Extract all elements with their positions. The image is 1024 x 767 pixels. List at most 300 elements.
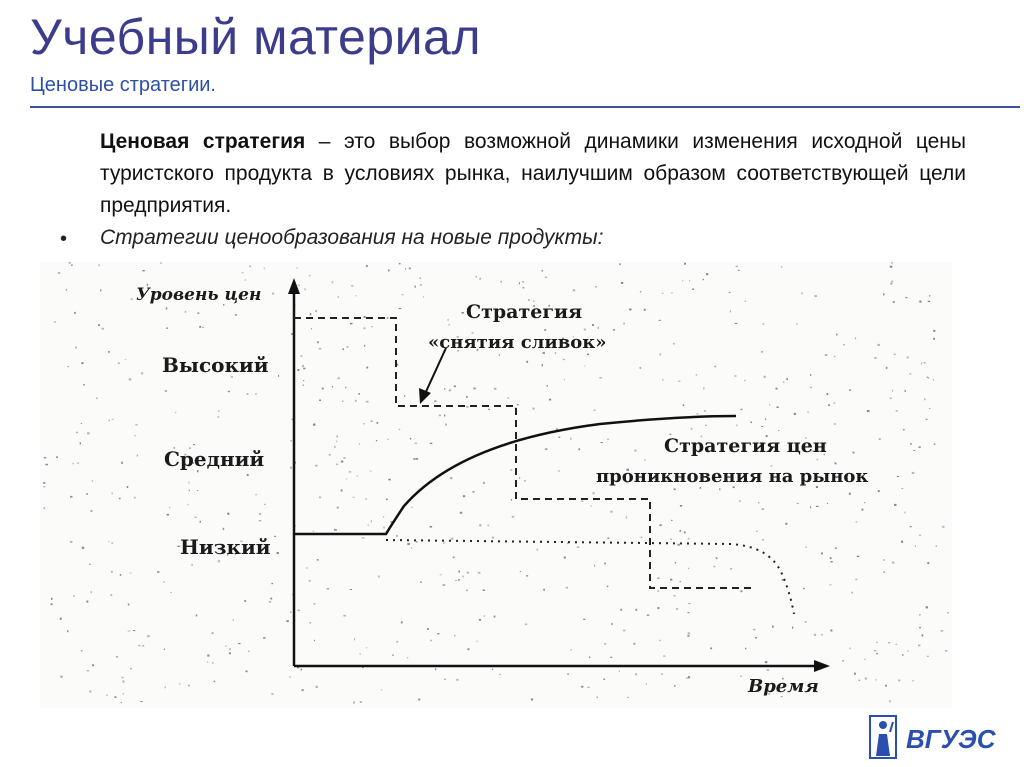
scan-speck xyxy=(739,500,741,502)
scan-speck xyxy=(263,637,265,639)
scan-speck xyxy=(458,571,460,573)
scan-speck xyxy=(945,650,947,652)
scan-speck xyxy=(640,291,641,292)
scan-speck xyxy=(921,363,922,365)
scan-speck xyxy=(684,263,686,265)
scan-speck xyxy=(387,317,389,319)
scan-speck xyxy=(460,512,463,514)
scan-speck xyxy=(680,581,681,582)
scan-speck xyxy=(688,612,690,613)
scan-speck xyxy=(123,681,125,683)
scan-speck xyxy=(60,676,63,678)
scan-speck xyxy=(713,566,715,568)
scan-speck xyxy=(73,463,74,465)
scan-speck xyxy=(619,263,620,265)
scan-speck xyxy=(577,546,580,548)
scan-speck xyxy=(245,279,246,280)
scan-speck xyxy=(69,262,71,264)
scan-speck xyxy=(247,474,249,476)
scan-speck xyxy=(91,591,92,593)
scan-speck xyxy=(278,375,279,377)
scan-speck xyxy=(111,542,113,544)
scan-speck xyxy=(745,301,746,302)
scan-speck xyxy=(427,628,429,630)
scan-speck xyxy=(924,362,926,363)
scan-speck xyxy=(828,404,830,406)
scan-speck xyxy=(814,634,816,636)
scan-speck xyxy=(74,312,76,314)
pricing-strategy-diagram xyxy=(40,262,952,708)
scan-speck xyxy=(77,463,79,464)
scan-speck xyxy=(676,608,678,609)
scan-speck xyxy=(598,327,600,329)
scan-speck xyxy=(166,328,168,329)
scan-speck xyxy=(879,438,881,440)
scan-speck xyxy=(410,438,411,440)
scan-speck xyxy=(130,668,131,670)
scan-speck xyxy=(883,559,885,560)
scan-speck xyxy=(919,301,921,303)
scan-speck xyxy=(214,681,216,683)
scan-speck xyxy=(335,529,337,531)
scan-speck xyxy=(716,557,718,559)
scan-speck xyxy=(601,442,603,443)
scan-speck xyxy=(91,510,93,511)
scan-speck xyxy=(533,408,535,410)
scan-speck xyxy=(338,378,340,379)
scan-speck xyxy=(661,673,663,675)
scan-speck xyxy=(337,507,339,509)
scan-speck xyxy=(116,656,118,657)
scan-speck xyxy=(290,467,291,469)
scan-speck xyxy=(483,590,485,591)
scan-speck xyxy=(688,603,691,604)
penetration-label-line1: Стратегия цен xyxy=(664,435,827,457)
scan-speck xyxy=(646,683,647,685)
scan-speck xyxy=(762,539,764,541)
scan-speck xyxy=(692,289,694,290)
scan-speck xyxy=(407,657,408,658)
scan-speck xyxy=(810,387,812,388)
scan-speck xyxy=(902,654,903,656)
scan-speck xyxy=(359,443,360,445)
scan-speck xyxy=(81,362,83,364)
scan-speck xyxy=(898,680,900,682)
scan-speck xyxy=(765,661,768,663)
scan-speck xyxy=(364,327,366,329)
scan-speck xyxy=(271,693,273,695)
scan-speck xyxy=(610,511,612,513)
scan-speck xyxy=(924,398,926,400)
scan-speck xyxy=(67,630,68,632)
scan-speck xyxy=(303,368,305,370)
scan-speck xyxy=(696,413,698,414)
scan-speck xyxy=(420,278,421,280)
scan-speck xyxy=(581,501,583,502)
scan-speck xyxy=(857,556,859,557)
scan-speck xyxy=(634,450,636,452)
scan-speck xyxy=(905,390,906,392)
scan-speck xyxy=(466,396,468,398)
scan-speck xyxy=(765,419,766,420)
scan-speck xyxy=(200,521,201,523)
scan-speck xyxy=(607,586,609,588)
scan-speck xyxy=(919,614,921,616)
scan-speck xyxy=(249,266,251,268)
scan-speck xyxy=(544,329,546,331)
scan-speck xyxy=(297,267,298,268)
scan-speck xyxy=(740,676,742,677)
scan-speck xyxy=(430,640,432,642)
scan-speck xyxy=(345,387,346,388)
scan-speck xyxy=(121,702,122,703)
scan-speck xyxy=(719,488,720,490)
scan-speck xyxy=(365,498,367,499)
scan-speck xyxy=(83,384,85,385)
scan-speck xyxy=(678,544,680,546)
scan-speck xyxy=(358,393,360,395)
scan-speck xyxy=(193,444,195,445)
scan-speck xyxy=(856,521,858,522)
scan-speck xyxy=(129,378,132,380)
scan-speck xyxy=(888,642,890,643)
scan-speck xyxy=(867,410,870,412)
scan-speck xyxy=(298,285,300,286)
scan-speck xyxy=(821,552,823,554)
scan-speck xyxy=(128,631,131,632)
scan-speck xyxy=(849,648,850,650)
scan-speck xyxy=(864,502,865,503)
scan-speck xyxy=(862,509,864,511)
scan-speck xyxy=(233,619,234,621)
scan-speck xyxy=(356,295,357,296)
scan-speck xyxy=(89,691,91,693)
scan-speck xyxy=(657,578,659,579)
bullet-marker: • xyxy=(60,228,68,250)
scan-speck xyxy=(547,385,548,387)
scan-speck xyxy=(313,531,314,532)
scan-speck xyxy=(238,643,240,644)
scan-speck xyxy=(833,403,835,404)
scan-speck xyxy=(317,341,319,343)
scan-speck xyxy=(492,669,493,670)
scan-speck xyxy=(901,541,903,543)
scan-speck xyxy=(370,471,371,472)
scan-speck xyxy=(603,679,605,680)
scan-speck xyxy=(817,459,819,460)
scan-speck xyxy=(131,299,133,300)
scan-speck xyxy=(43,482,45,484)
scan-speck xyxy=(772,626,774,628)
scan-speck xyxy=(455,580,457,581)
scan-speck xyxy=(584,365,585,366)
scan-speck xyxy=(611,623,613,625)
scan-speck xyxy=(500,281,502,282)
scan-speck xyxy=(207,655,209,657)
scan-speck xyxy=(865,678,867,680)
scan-speck xyxy=(440,574,442,575)
scan-speck xyxy=(864,659,865,660)
scan-speck xyxy=(591,505,592,506)
scan-speck xyxy=(686,677,688,678)
scan-speck xyxy=(381,689,382,690)
scan-speck xyxy=(337,435,338,437)
scan-speck xyxy=(346,478,347,479)
scan-speck xyxy=(458,579,460,580)
scan-speck xyxy=(767,669,770,671)
scan-speck xyxy=(225,645,226,647)
scan-speck xyxy=(189,490,190,492)
scan-speck xyxy=(874,357,876,359)
scan-speck xyxy=(479,619,481,621)
scan-speck xyxy=(202,327,204,328)
scan-speck xyxy=(620,609,622,611)
scan-speck xyxy=(404,395,405,396)
scan-speck xyxy=(753,629,756,630)
scan-speck xyxy=(125,359,126,360)
scan-speck xyxy=(831,561,833,563)
scan-speck xyxy=(134,497,136,499)
scan-speck xyxy=(70,496,72,498)
scan-speck xyxy=(188,685,189,687)
scan-speck xyxy=(644,309,646,311)
scan-speck xyxy=(353,497,355,498)
scan-speck xyxy=(703,279,705,280)
scan-speck xyxy=(364,345,365,347)
scan-speck xyxy=(517,404,519,405)
scan-speck xyxy=(194,517,196,518)
scan-speck xyxy=(678,381,680,382)
scan-speck xyxy=(467,572,469,574)
scan-speck xyxy=(368,525,369,527)
scan-speck xyxy=(594,565,595,567)
scan-speck xyxy=(100,290,101,292)
scan-speck xyxy=(80,442,81,444)
scan-speck xyxy=(797,503,800,504)
scan-speck xyxy=(919,627,921,628)
scan-speck xyxy=(157,571,160,573)
scan-speck xyxy=(805,621,807,623)
scan-speck xyxy=(886,367,888,369)
scan-speck xyxy=(453,557,455,559)
scan-speck xyxy=(696,374,697,376)
scan-speck xyxy=(849,493,851,495)
scan-speck xyxy=(188,504,189,505)
scan-speck xyxy=(472,491,474,492)
scan-speck xyxy=(835,547,837,549)
scan-speck xyxy=(680,530,681,532)
scan-speck xyxy=(806,547,807,548)
scan-speck xyxy=(56,456,58,458)
scan-speck xyxy=(58,272,61,273)
scan-speck xyxy=(229,653,231,655)
scan-speck xyxy=(462,312,464,314)
scan-speck xyxy=(890,283,892,285)
scan-speck xyxy=(142,645,144,647)
scan-speck xyxy=(405,268,406,269)
scan-speck xyxy=(451,538,453,540)
scan-speck xyxy=(519,282,520,284)
scan-speck xyxy=(364,316,366,318)
scan-speck xyxy=(332,281,334,283)
scan-speck xyxy=(319,497,321,499)
scan-speck xyxy=(673,343,675,345)
scan-speck xyxy=(816,506,819,507)
scan-speck xyxy=(619,671,620,672)
scan-speck xyxy=(413,458,415,460)
scan-speck xyxy=(371,326,373,327)
scan-speck xyxy=(706,273,708,275)
scan-speck xyxy=(366,265,368,267)
scan-speck xyxy=(735,375,737,377)
scan-speck xyxy=(558,437,560,438)
scan-speck xyxy=(876,642,878,643)
scan-speck xyxy=(291,333,293,335)
scan-speck xyxy=(704,410,706,412)
skimming-label-line1: Стратегия xyxy=(466,301,583,323)
scan-speck xyxy=(166,307,168,309)
scan-speck xyxy=(885,685,887,687)
scan-speck xyxy=(121,462,123,464)
scan-speck xyxy=(758,502,760,503)
scan-speck xyxy=(830,557,832,559)
scan-speck xyxy=(314,640,315,641)
scan-speck xyxy=(549,399,551,401)
scan-speck xyxy=(444,388,445,389)
scan-speck xyxy=(537,549,539,551)
scan-speck xyxy=(248,651,250,652)
scan-speck xyxy=(659,524,661,526)
scan-speck xyxy=(122,677,124,679)
scan-speck xyxy=(896,410,898,412)
scan-speck xyxy=(229,648,231,650)
scan-speck xyxy=(807,412,809,413)
scan-speck xyxy=(764,376,766,378)
scan-speck xyxy=(810,506,811,508)
scan-speck xyxy=(336,464,338,465)
scan-speck xyxy=(855,579,857,581)
scan-speck xyxy=(607,439,608,440)
scan-speck xyxy=(901,488,903,489)
scan-speck xyxy=(623,323,625,325)
scan-speck xyxy=(420,284,422,286)
scan-speck xyxy=(218,560,220,562)
scan-speck xyxy=(302,365,304,367)
scan-speck xyxy=(175,412,176,413)
scan-speck xyxy=(51,598,53,600)
scan-speck xyxy=(44,457,47,458)
scan-speck xyxy=(909,373,911,374)
scan-speck xyxy=(641,537,643,538)
scan-speck xyxy=(736,266,738,268)
scan-speck xyxy=(670,579,672,581)
scan-speck xyxy=(595,286,597,287)
scan-speck xyxy=(852,592,853,594)
scan-speck xyxy=(207,662,208,663)
scan-speck xyxy=(165,686,166,688)
scan-speck xyxy=(317,559,319,561)
scan-speck xyxy=(466,406,469,407)
scan-speck xyxy=(411,547,412,548)
page-subtitle: Ценовые стратегии. xyxy=(30,74,216,96)
scan-speck xyxy=(196,614,198,616)
scan-speck xyxy=(303,385,304,386)
scan-speck xyxy=(635,673,637,675)
scan-speck xyxy=(680,505,682,507)
scan-speck xyxy=(271,583,273,584)
scan-speck xyxy=(316,686,318,688)
scan-speck xyxy=(688,632,691,634)
scan-speck xyxy=(494,388,497,390)
scan-speck xyxy=(907,357,909,359)
scan-speck xyxy=(76,432,78,433)
scan-speck xyxy=(662,379,663,381)
scan-speck xyxy=(573,289,576,291)
scan-speck xyxy=(519,477,520,479)
scan-speck xyxy=(524,480,526,481)
scan-speck xyxy=(714,366,716,368)
scan-speck xyxy=(891,281,893,283)
scan-speck xyxy=(644,459,645,461)
scan-speck xyxy=(73,595,75,596)
university-emblem-icon xyxy=(866,712,900,762)
scan-speck xyxy=(44,507,46,509)
scan-speck xyxy=(102,328,104,330)
scan-speck xyxy=(926,606,928,608)
scan-speck xyxy=(893,301,895,303)
skimming-label-line2: «снятия сливок» xyxy=(428,332,607,353)
university-logo-text: ВГУЭС xyxy=(906,724,996,754)
scan-speck xyxy=(597,697,598,699)
scan-speck xyxy=(689,280,690,281)
scan-speck xyxy=(353,702,355,704)
scan-speck xyxy=(350,323,353,325)
scan-speck xyxy=(933,338,935,340)
scan-speck xyxy=(947,612,948,613)
scan-speck xyxy=(396,641,398,643)
penetration-label-line2: проникновения на рынок xyxy=(596,466,869,487)
scan-speck xyxy=(399,429,400,430)
scan-speck xyxy=(212,632,214,634)
scan-speck xyxy=(319,348,321,349)
scan-speck xyxy=(106,695,108,696)
scan-speck xyxy=(523,281,524,283)
scan-speck xyxy=(244,600,246,602)
scan-speck xyxy=(781,266,782,268)
scan-speck xyxy=(109,420,110,422)
scan-speck xyxy=(730,568,732,570)
scan-speck xyxy=(545,448,548,449)
scan-speck xyxy=(836,334,837,336)
scan-speck xyxy=(769,404,770,406)
scan-speck xyxy=(786,378,788,380)
scan-speck xyxy=(801,293,803,295)
scan-speck xyxy=(675,562,676,563)
scan-speck xyxy=(314,603,316,605)
scan-speck xyxy=(416,458,418,460)
scan-speck xyxy=(401,621,403,623)
x-axis-label: Время xyxy=(748,676,819,697)
scan-speck xyxy=(604,563,606,565)
scan-speck xyxy=(740,590,742,592)
scan-speck xyxy=(332,386,333,387)
scan-speck xyxy=(96,398,98,400)
scan-speck xyxy=(315,465,318,467)
scan-speck xyxy=(343,348,344,350)
scan-speck xyxy=(941,630,944,631)
scan-speck xyxy=(912,472,915,474)
level-label-high: Высокий xyxy=(162,353,269,377)
